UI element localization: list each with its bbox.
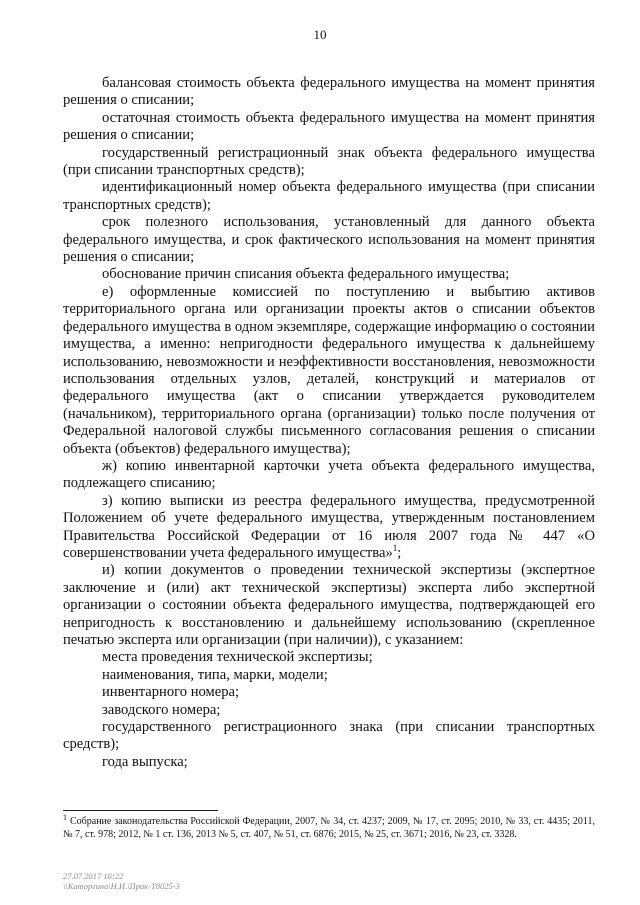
- footnote: [63, 812, 595, 841]
- paragraph: обоснование причин списания объекта федерального имущества;: [102, 266, 510, 283]
- paragraph: и) копии документов о проведении технической экспертизы (экспертное заключение и (или) акт технической экспертизы) эксперта либо экспертной организации о состоянии объекта федерального имущества, подтверждающей его непригодность к восстановлению и дальнейшему использованию (скрепленное печатью эксперта или организации (при наличии)), с указанием:: [63, 562, 595, 648]
- paragraph: остаточная стоимость объекта федерального имущества на момент принятия решения о списании;: [63, 109, 595, 144]
- footnote-number: 1: [63, 812, 67, 822]
- paragraph-with-footnote: [63, 493, 595, 563]
- paragraph-end: ;: [397, 544, 402, 561]
- paragraph: инвентарного номера;: [102, 684, 240, 701]
- paragraph: заводского номера;: [102, 701, 221, 718]
- paragraph-text: з) копию выписки из реестра федерального имущества, предусмотренной Положением об учете федерального имущества, утвержденным постановлением Правительства Российской Федерации от 16 июля 2007 года № 447 «О совершенствовании учета федерального имущества»: [63, 492, 595, 561]
- paragraph: срок полезного использования, установленный для данного объекта федерального имущества, и срок фактического использования на момент принятия решения о списании;: [63, 214, 595, 266]
- stamp-timestamp: 27.07.2017 16:22: [63, 871, 124, 881]
- stamp-file-path: \\Каторгина\Н.И.\Прик-Т8025-3: [63, 881, 180, 891]
- paragraph: государственный регистрационный знак объекта федерального имущества (при списании транспортных средств);: [63, 144, 595, 179]
- footnote-reference: 1: [392, 543, 398, 554]
- document-body: [63, 75, 595, 771]
- footnote-divider: [63, 810, 218, 811]
- paragraph: е) оформленные комиссией по поступлению и выбытию активов территориального органа или организации проекты актов о списании объектов федерального имущества в одном экземпляре, содержащие информацию о состоянии имущества, а именно: непригодности федерального имущества к дальнейшему использованию, невозможности и неэффективности восстановления, невозможности использования отдельных узлов, деталей, конструкций и материалов от федерального имущества (акт о списании утверждается руководителем (начальником), территориального органа (организации) только после получения от Федеральной налоговой службы письменного согласования решения о списании объекта (объектов) федерального имущества);: [63, 283, 595, 457]
- paragraph: государственного регистрационного знака (при списании транспортных средств);: [63, 719, 595, 753]
- page-number: 10: [313, 27, 327, 42]
- paragraph: балансовая стоимость объекта федерального имущества на момент принятия решения о списании;: [63, 75, 595, 109]
- paragraph: места проведения технической экспертизы;: [102, 649, 373, 666]
- paragraph: идентификационный номер объекта федерального имущества (при списании транспортных средств);: [63, 179, 595, 213]
- footnote-text: Собрание законодательства Российской Федерации, 2007, № 34, ст. 4237; 2009, № 17, ст. 2095; 2010, № 33, ст. 4435; 2011, № 7, ст. 978; 2012, № 1 ст. 136, 2013 № 5, ст. 407, № 51, ст. 6876; 2015, № 25, ст. 3671; 2016, № 23, ст. 3328.: [63, 816, 595, 840]
- paragraph: ж) копию инвентарной карточки учета объекта федерального имущества, подлежащего списанию;: [63, 457, 595, 492]
- paragraph: года выпуска;: [102, 753, 188, 770]
- document-stamp: [63, 871, 180, 891]
- paragraph: наименования, типа, марки, модели;: [102, 666, 328, 683]
